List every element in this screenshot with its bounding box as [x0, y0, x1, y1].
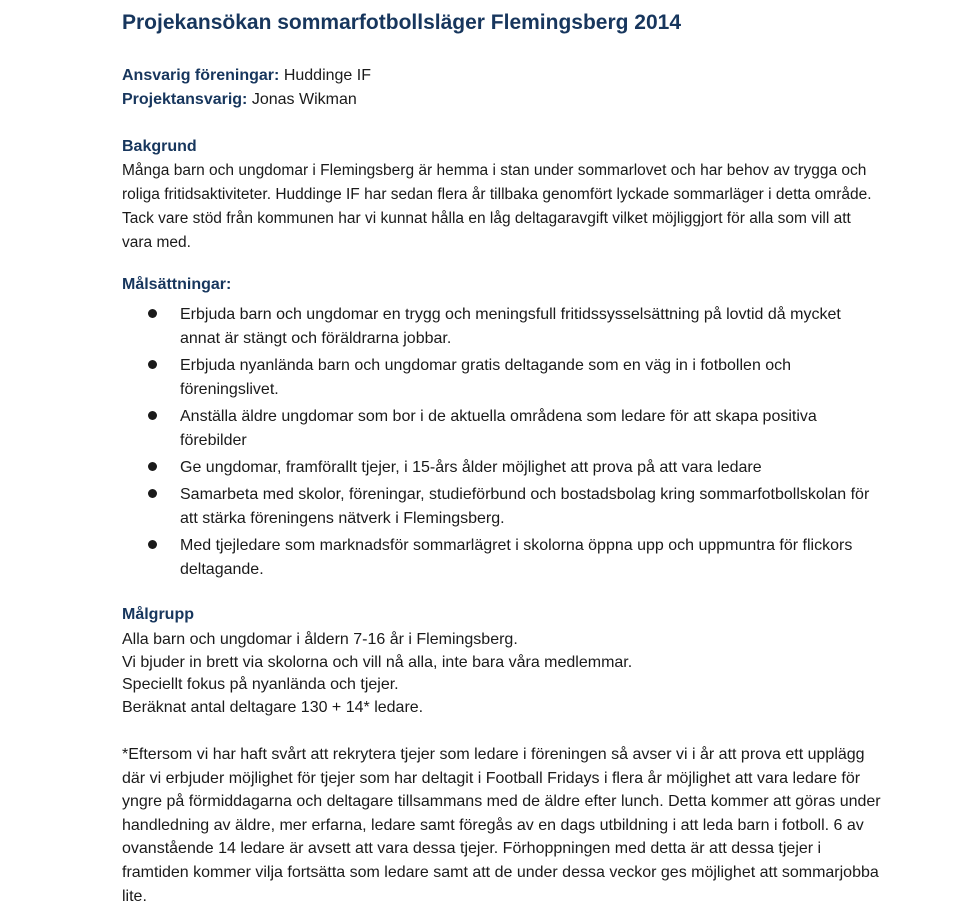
goal-item [122, 405, 882, 453]
responsible-org-line [122, 64, 371, 88]
background-text: Många barn och ungdomar i Flemingsberg är hemma i stan under sommarlovet och har behov av trygga och roliga fritidsaktiviteter. Huddinge IF har sedan flera år tillbaka genomfört lyckade sommarläger i detta område. Tack vare stöd från kommunen har vi kunnat hålla en låg deltagaravgift vilket möjliggjort för alla som vill att vara med. [122, 162, 872, 251]
goal-item [122, 534, 882, 582]
goals-list [122, 303, 882, 582]
bullet-icon [148, 462, 157, 471]
target-group-line: Speciellt fokus på nyanlända och tjejer. [122, 676, 399, 693]
goal-item-text: Med tjejledare som marknadsför sommarlägret i skolorna öppna upp och uppmuntra för flickors deltagande. [180, 537, 853, 578]
target-group-line: Alla barn och ungdomar i åldern 7-16 år i Flemingsberg. [122, 631, 518, 648]
bullet-icon [148, 360, 157, 369]
bullet-icon [148, 489, 157, 498]
project-lead-value: Jonas Wikman [251, 91, 357, 108]
target-group-line: Beräknat antal deltagare 130 + 14* ledare. [122, 698, 424, 716]
goal-item [122, 483, 882, 531]
bullet-icon [148, 309, 157, 318]
responsible-org-value: Huddinge IF [283, 67, 371, 84]
goal-item-text: Erbjuda nyanlända barn och ungdomar gratis deltagande som en väg in i fotbollen och föreningslivet. [180, 357, 792, 398]
goal-item [122, 354, 882, 402]
target-group-heading: Målgrupp [122, 606, 194, 623]
target-group-line: Vi bjuder in brett via skolorna och vill nå alla, inte bara våra medlemmar. [122, 653, 633, 671]
responsible-org-label: Ansvarig föreningar: [122, 67, 280, 84]
goal-item-text: Erbjuda barn och ungdomar en trygg och meningsfull fritidssysselsättning på lovtid då mycket annat är stängt och föräldrarna jobbar. [180, 306, 841, 347]
document-title: Projekansökan sommarfotbollsläger Flemingsberg 2014 [122, 11, 682, 34]
project-lead-label: Projektansvarig: [122, 91, 248, 108]
goals-heading: Målsättningar: [122, 276, 232, 293]
background-heading: Bakgrund [122, 138, 197, 155]
target-group-lines [122, 629, 632, 719]
project-lead-line [122, 88, 357, 112]
bullet-icon [148, 411, 157, 420]
bullet-icon [148, 540, 157, 549]
goal-item-text: Anställa äldre ungdomar som bor i de aktuella områdena som ledare för att skapa positiva förebilder [180, 408, 817, 449]
goal-item-text: Ge ungdomar, framförallt tjejer, i 15-års ålder möjlighet att prova på att vara ledare [180, 459, 762, 476]
goal-item [122, 456, 882, 480]
goal-item-text: Samarbeta med skolor, föreningar, studieförbund och bostadsbolag kring sommarfotbollskolan för att stärka föreningens nätverk i Flemingsberg. [180, 486, 870, 527]
goal-item [122, 303, 882, 351]
footnote-text: *Eftersom vi har haft svårt att rekrytera tjejer som ledare i föreningen så avser vi i år att prova ett upplägg där vi erbjuder möjlighet för tjejer som har deltagit i Football Fridays i flera år möjlighet att vara ledare för yngre på förmiddagarna och deltagare tillsammans med de äldre efter lunch. Detta kommer att göras under handledning av äldre, mer erfarna, ledare samt föregås av en dags utbildning i att leda barn i fotboll. 6 av ovanstående 14 ledare är avsett att vara dessa tjejer. Förhoppningen med detta är att dessa tjejer i framtiden kommer vilja fortsätta som ledare samt att de under dessa veckor ges möjlighet att sommarjobba lite. [122, 746, 881, 905]
